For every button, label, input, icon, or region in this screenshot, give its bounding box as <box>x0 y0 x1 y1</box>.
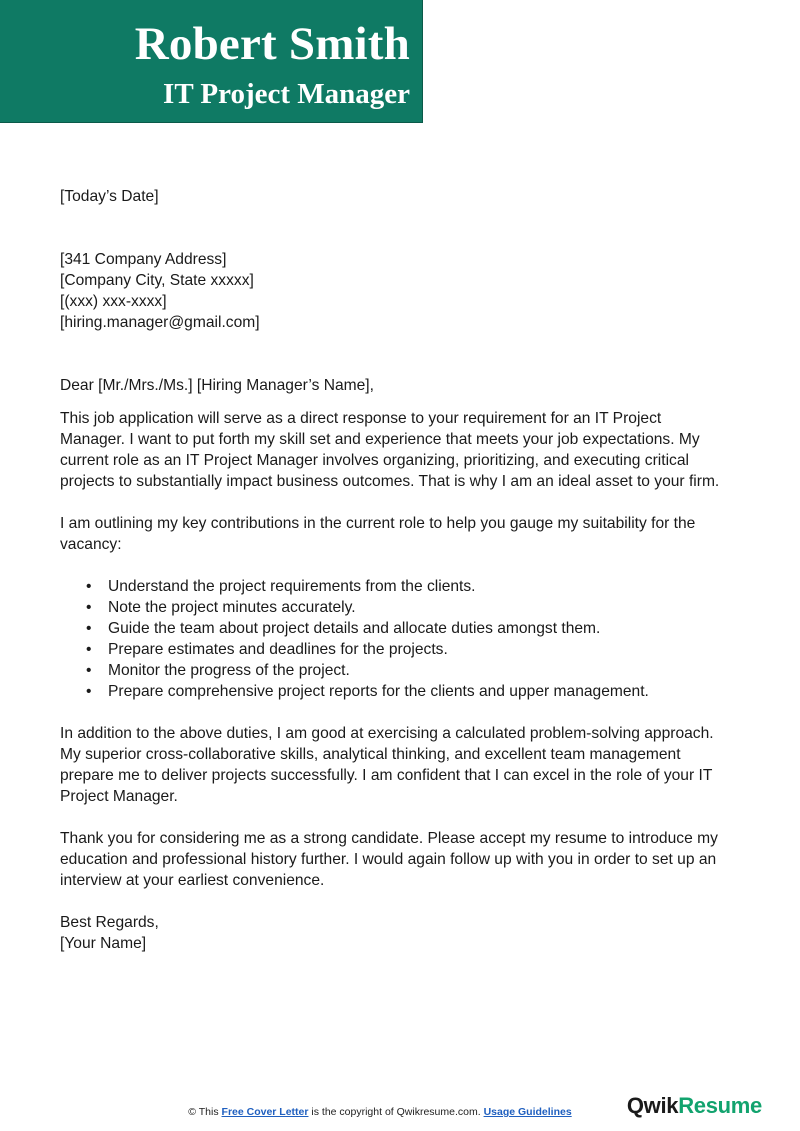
list-item <box>86 576 750 597</box>
bullet: • <box>86 599 92 616</box>
duty-text: Note the project minutes accurately. <box>108 599 356 616</box>
applicant-job-title: IT Project Manager <box>163 78 410 110</box>
duty-text: Prepare estimates and deadlines for the projects. <box>108 641 448 658</box>
text-line: education and professional history further. I would again follow up with you in order to set up an <box>60 851 717 868</box>
text-line: In addition to the above duties, I am good at exercising a calculated problem-solving approach. <box>60 725 714 742</box>
list-item <box>86 618 750 639</box>
text-line: This job application will serve as a direct response to your requirement for an IT Project <box>60 410 662 427</box>
free-cover-letter-link[interactable]: Free Cover Letter <box>221 1106 309 1118</box>
text-line: Thank you for considering me as a strong candidate. Please accept my resume to introduce my <box>60 830 718 847</box>
footer-prefix: © This <box>188 1106 219 1118</box>
paragraph-closing <box>60 828 750 891</box>
bullet: • <box>86 662 92 679</box>
salutation: Dear [Mr./Mrs./Ms.] [Hiring Manager’s Name], <box>60 377 374 394</box>
closing-phrase: Best Regards, <box>60 914 159 931</box>
duty-text: Prepare comprehensive project reports for the clients and upper management. <box>108 683 649 700</box>
bullet: • <box>86 578 92 595</box>
duty-text: Monitor the progress of the project. <box>108 662 350 679</box>
usage-guidelines-link[interactable]: Usage Guidelines <box>483 1106 572 1118</box>
text-line: projects to substantially impact business outcomes. That is why I am an ideal asset to your firm. <box>60 473 720 490</box>
signature-placeholder: [Your Name] <box>60 935 147 952</box>
address-line: [341 Company Address] <box>60 251 227 268</box>
text-line: Project Manager. <box>60 788 178 805</box>
qwikresume-logo <box>627 1093 762 1119</box>
list-item <box>86 681 750 702</box>
duties-list <box>60 576 750 702</box>
paragraph-intro <box>60 408 750 492</box>
cover-letter-body <box>60 186 750 954</box>
list-item <box>86 660 750 681</box>
text-line: Manager. I want to put forth my skill set and experience that meets your job expectations. My <box>60 431 700 448</box>
recipient-address <box>60 249 750 333</box>
letter-date: [Today’s Date] <box>60 188 159 205</box>
address-email-line: [hiring.manager@gmail.com] <box>60 314 260 331</box>
duty-text: Understand the project requirements from the clients. <box>108 578 476 595</box>
logo-part-resume: Resume <box>678 1093 762 1118</box>
text-line: I am outlining my key contributions in the current role to help you gauge my suitability for the <box>60 515 696 532</box>
text-line: current role as an IT Project Manager involves organizing, prioritizing, and executing critical <box>60 452 689 469</box>
list-item <box>86 639 750 660</box>
bullet: • <box>86 620 92 637</box>
address-line: [(xxx) xxx-xxxx] <box>60 293 167 310</box>
bullet: • <box>86 683 92 700</box>
text-line: My superior cross-collaborative skills, analytical thinking, and excellent team management <box>60 746 681 763</box>
header-band <box>0 0 423 123</box>
paragraph-contributions <box>60 513 750 555</box>
footer-middle: is the copyright of Qwikresume.com. <box>311 1106 481 1118</box>
text-line: vacancy: <box>60 536 122 553</box>
logo-part-qwik: Qwik <box>626 1093 679 1118</box>
address-line: [Company City, State xxxxx] <box>60 272 254 289</box>
bullet: • <box>86 641 92 658</box>
applicant-name: Robert Smith <box>134 18 410 70</box>
duty-text: Guide the team about project details and allocate duties amongst them. <box>108 620 601 637</box>
text-line: interview at your earliest convenience. <box>60 872 325 889</box>
paragraph-skills <box>60 723 750 807</box>
list-item <box>86 597 750 618</box>
text-line: prepare me to deliver projects successfully. I am confident that I can excel in the role of your IT <box>60 767 713 784</box>
